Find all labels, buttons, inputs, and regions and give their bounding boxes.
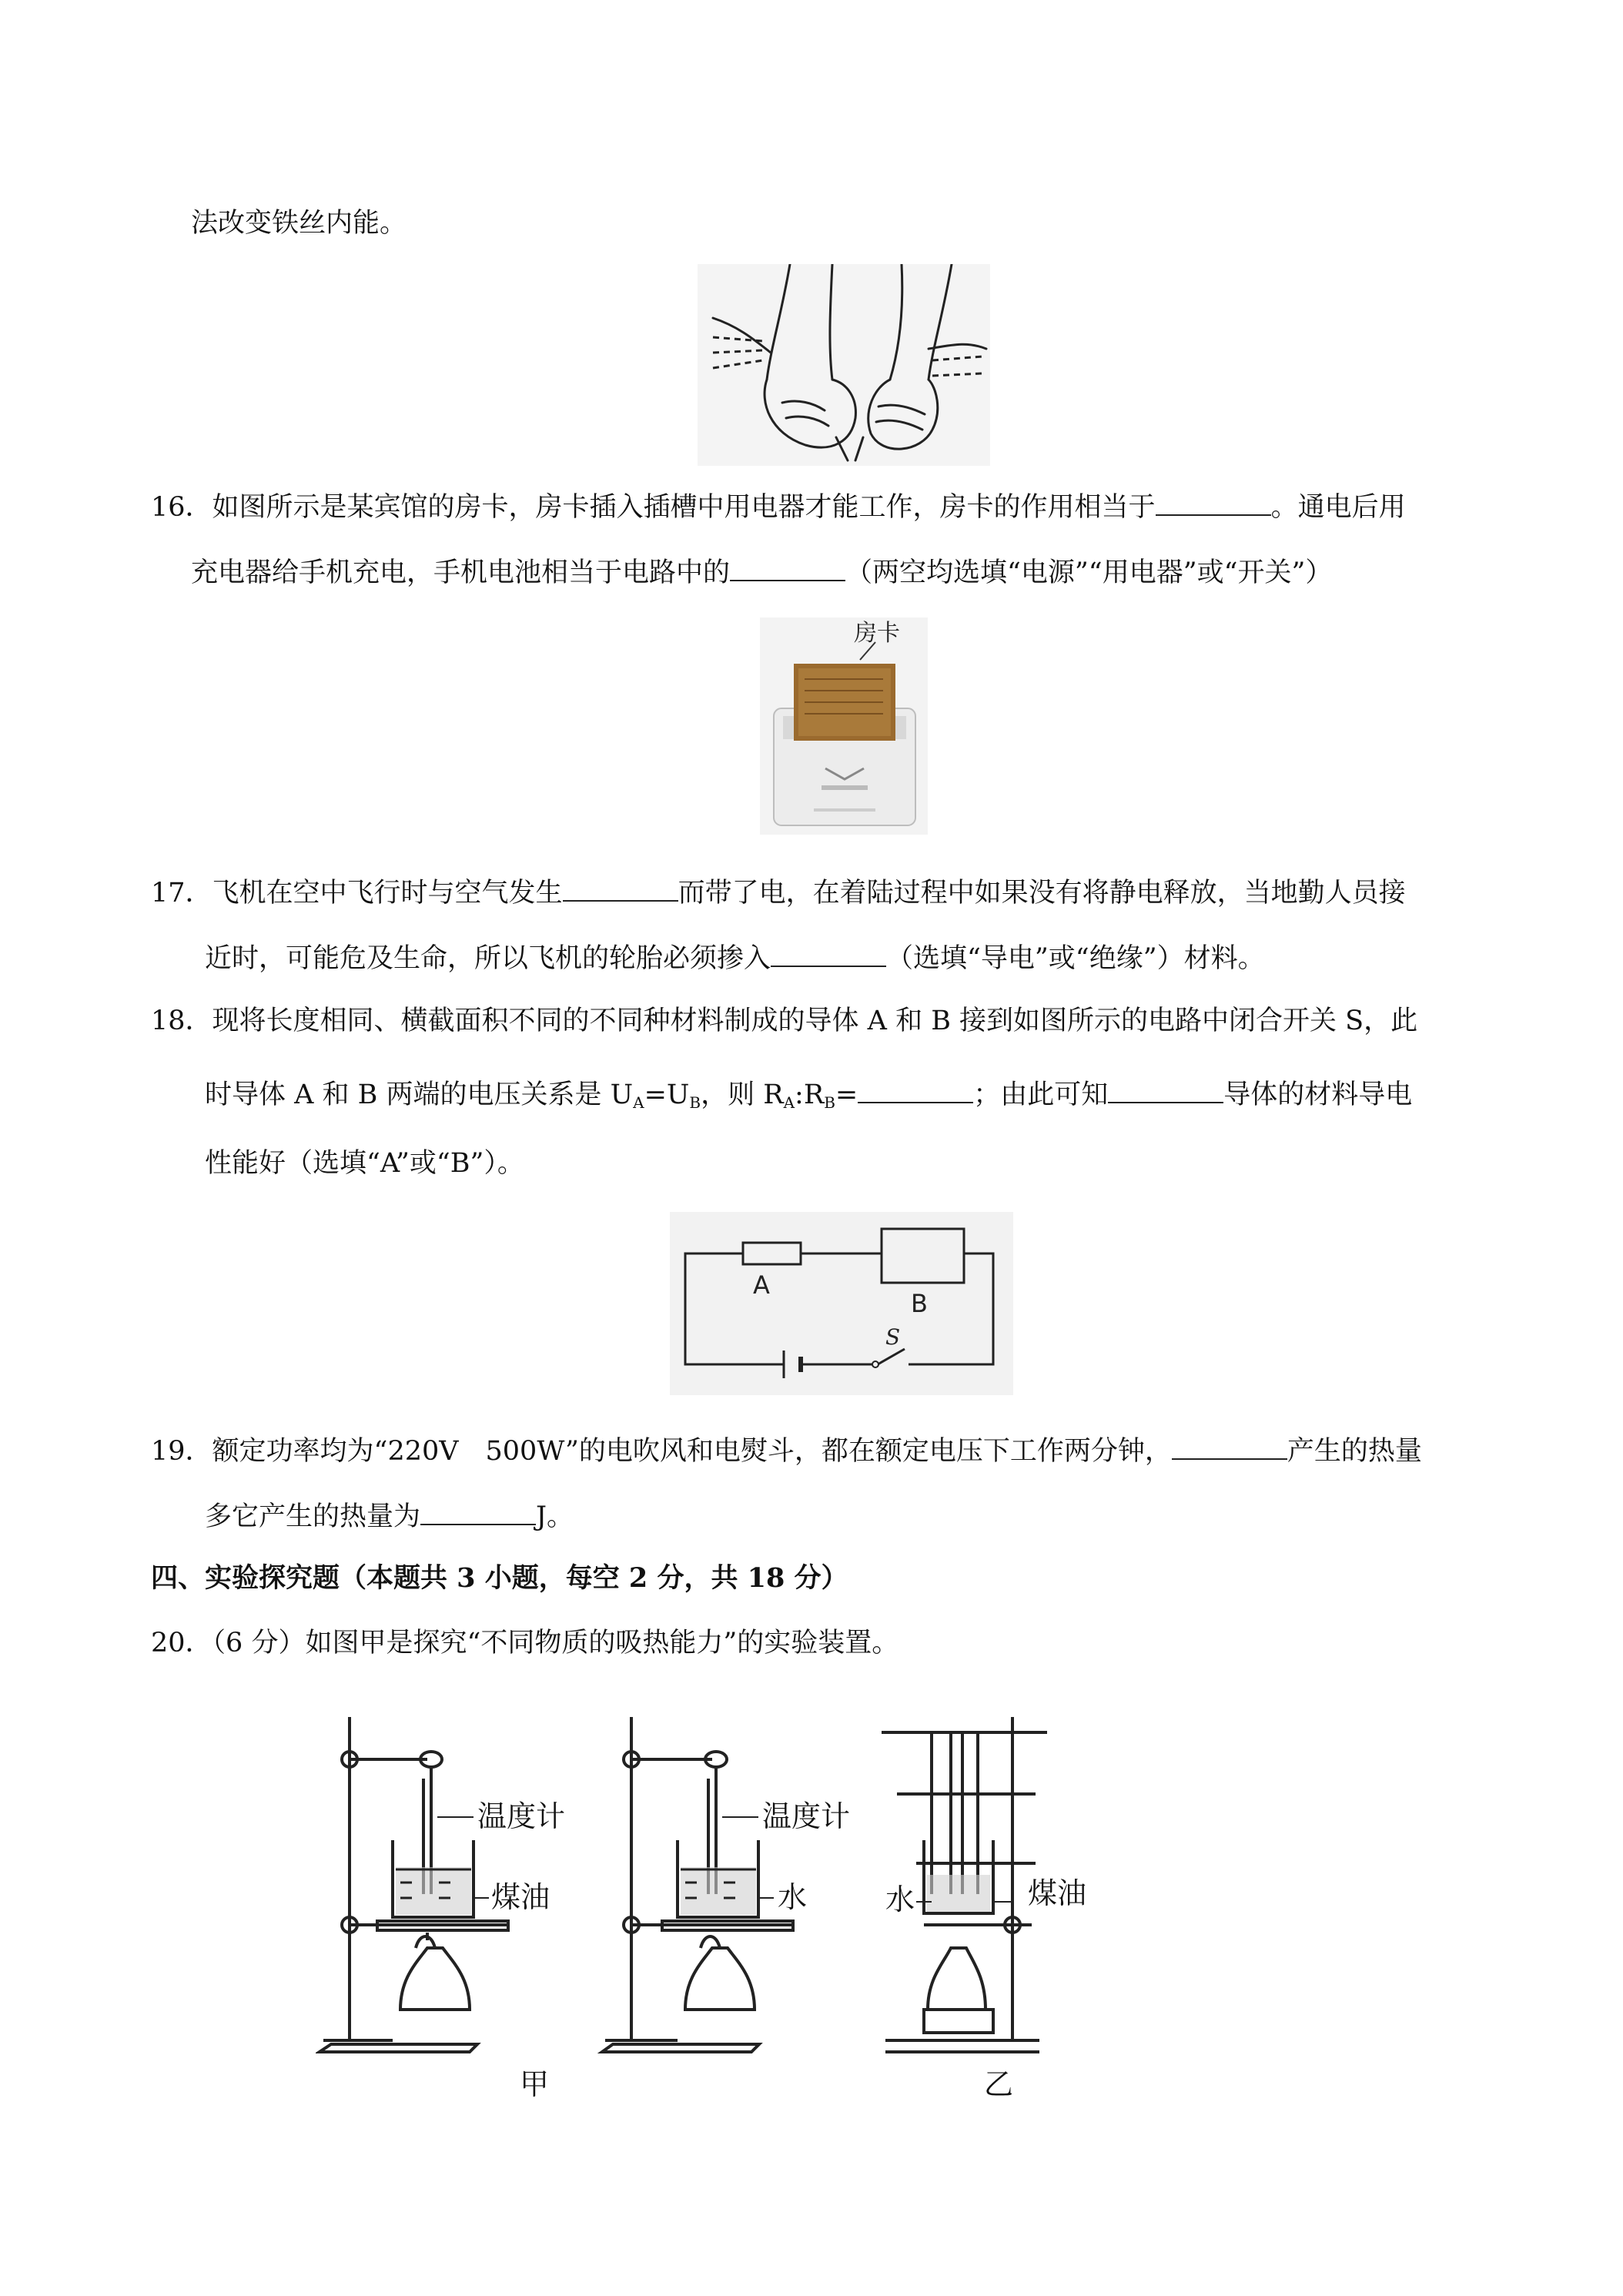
- q17-line1-b: 而带了电，在着陆过程中如果没有将静电释放，当地勤人员接: [678, 878, 1406, 909]
- q18-sub-ra: A: [783, 1093, 795, 1112]
- circuit-label-s: S: [885, 1324, 901, 1350]
- q18-line1: [151, 1004, 1417, 1038]
- q16-blank2[interactable]: [730, 554, 845, 581]
- q17-line2-b: （选填“导电”或“绝缘”）材料。: [886, 943, 1265, 974]
- q16-blank1[interactable]: [1156, 488, 1271, 516]
- q20-number: 20．: [151, 1628, 212, 1658]
- q20-line1: [151, 1626, 899, 1660]
- q16-line2-b: （两空均选填“电源”“用电器”或“开关”）: [845, 557, 1333, 588]
- q18-blank1[interactable]: [858, 1076, 973, 1103]
- q17-line2: [205, 939, 1265, 976]
- q18-sub-rb: B: [824, 1093, 835, 1112]
- q18-line2-e: 导体的材料导电: [1223, 1079, 1413, 1110]
- q19-number: 19．: [151, 1436, 212, 1467]
- q18-line2-b: ，则 R: [701, 1079, 784, 1110]
- label-water-2: 水: [885, 1883, 915, 1916]
- label-kerosene-1: 煤油: [491, 1880, 550, 1914]
- q18-line1-text: 现将长度相同、横截面积不同的不同种材料制成的导体 A 和 B 接到如图所示的电路中闭合开关 S，此: [212, 1006, 1418, 1036]
- section4-heading: 四、实验探究题（本题共 3 小题，每空 2 分，共 18 分）: [151, 1562, 848, 1594]
- label-thermometer-2: 温度计: [762, 1799, 851, 1833]
- q18-number: 18．: [151, 1006, 212, 1036]
- q18-line2: [205, 1076, 1412, 1120]
- q19-line2: [205, 1498, 574, 1534]
- q18-blank2[interactable]: [1108, 1076, 1223, 1103]
- q16-text-a: 如图所示是某宾馆的房卡，房卡插入插槽中用电器才能工作，房卡的作用相当于: [212, 492, 1156, 523]
- circuit-label-b: B: [911, 1289, 928, 1318]
- q17-number: 17．: [151, 878, 212, 909]
- q19-line1-b: 产生的热量: [1287, 1436, 1422, 1467]
- label-kerosene-2: 煤油: [1028, 1876, 1087, 1910]
- q17-blank2[interactable]: [771, 939, 886, 967]
- q18-line3: 性能好（选填“A”或“B”）。: [205, 1148, 524, 1179]
- room-card-figure: [760, 618, 928, 835]
- q19-line1: [151, 1432, 1422, 1468]
- q18-colon: :R: [795, 1079, 825, 1110]
- q18-line2-d: ；由此可知: [973, 1079, 1109, 1110]
- label-water-1: 水: [778, 1880, 808, 1914]
- label-yi: 乙: [984, 2067, 1014, 2101]
- q17-line1-a: 飞机在空中飞行时与空气发生: [212, 878, 563, 909]
- q17-line1: [151, 874, 1406, 910]
- q18-eq: =U: [644, 1079, 690, 1110]
- q16-number: 16．: [151, 492, 212, 523]
- q16-line2: [191, 554, 1332, 590]
- q20-text: （6 分）如图甲是探究“不同物质的吸热能力”的实验装置。: [212, 1628, 899, 1658]
- q19-blank2[interactable]: [420, 1498, 536, 1525]
- q15-continuation: 法改变铁丝内能。: [191, 208, 407, 239]
- q18-sub-ua: A: [633, 1093, 644, 1112]
- q19-line2-a: 多它产生的热量为: [205, 1501, 421, 1532]
- q17-line2-a: 近时，可能危及生命，所以飞机的轮胎必须掺入: [205, 943, 771, 974]
- q19-line2-b: J。: [536, 1501, 574, 1532]
- label-thermometer-1: 温度计: [477, 1799, 566, 1833]
- experiment-figure: [316, 1702, 1147, 2102]
- room-card-label: 房卡: [854, 620, 900, 647]
- q16-line2-a: 充电器给手机充电，手机电池相当于电路中的: [191, 557, 731, 588]
- q16-line1: [151, 488, 1406, 524]
- q16-text-b: 。通电后用: [1270, 492, 1406, 523]
- q18-line2-c: =: [835, 1079, 858, 1110]
- circuit-label-a: A: [753, 1270, 770, 1300]
- q17-blank1[interactable]: [563, 874, 678, 902]
- circuit-figure: [670, 1212, 1013, 1395]
- label-jia: 甲: [520, 2067, 550, 2101]
- q18-line2-a: 时导体 A 和 B 两端的电压关系是 U: [205, 1079, 634, 1110]
- q18-sub-ub: B: [689, 1093, 701, 1112]
- q19-blank1[interactable]: [1172, 1432, 1287, 1460]
- hands-wire-figure: [698, 264, 990, 466]
- q19-line1-a: 额定功率均为“220V 500W”的电吹风和电熨斗，都在额定电压下工作两分钟，: [212, 1436, 1172, 1467]
